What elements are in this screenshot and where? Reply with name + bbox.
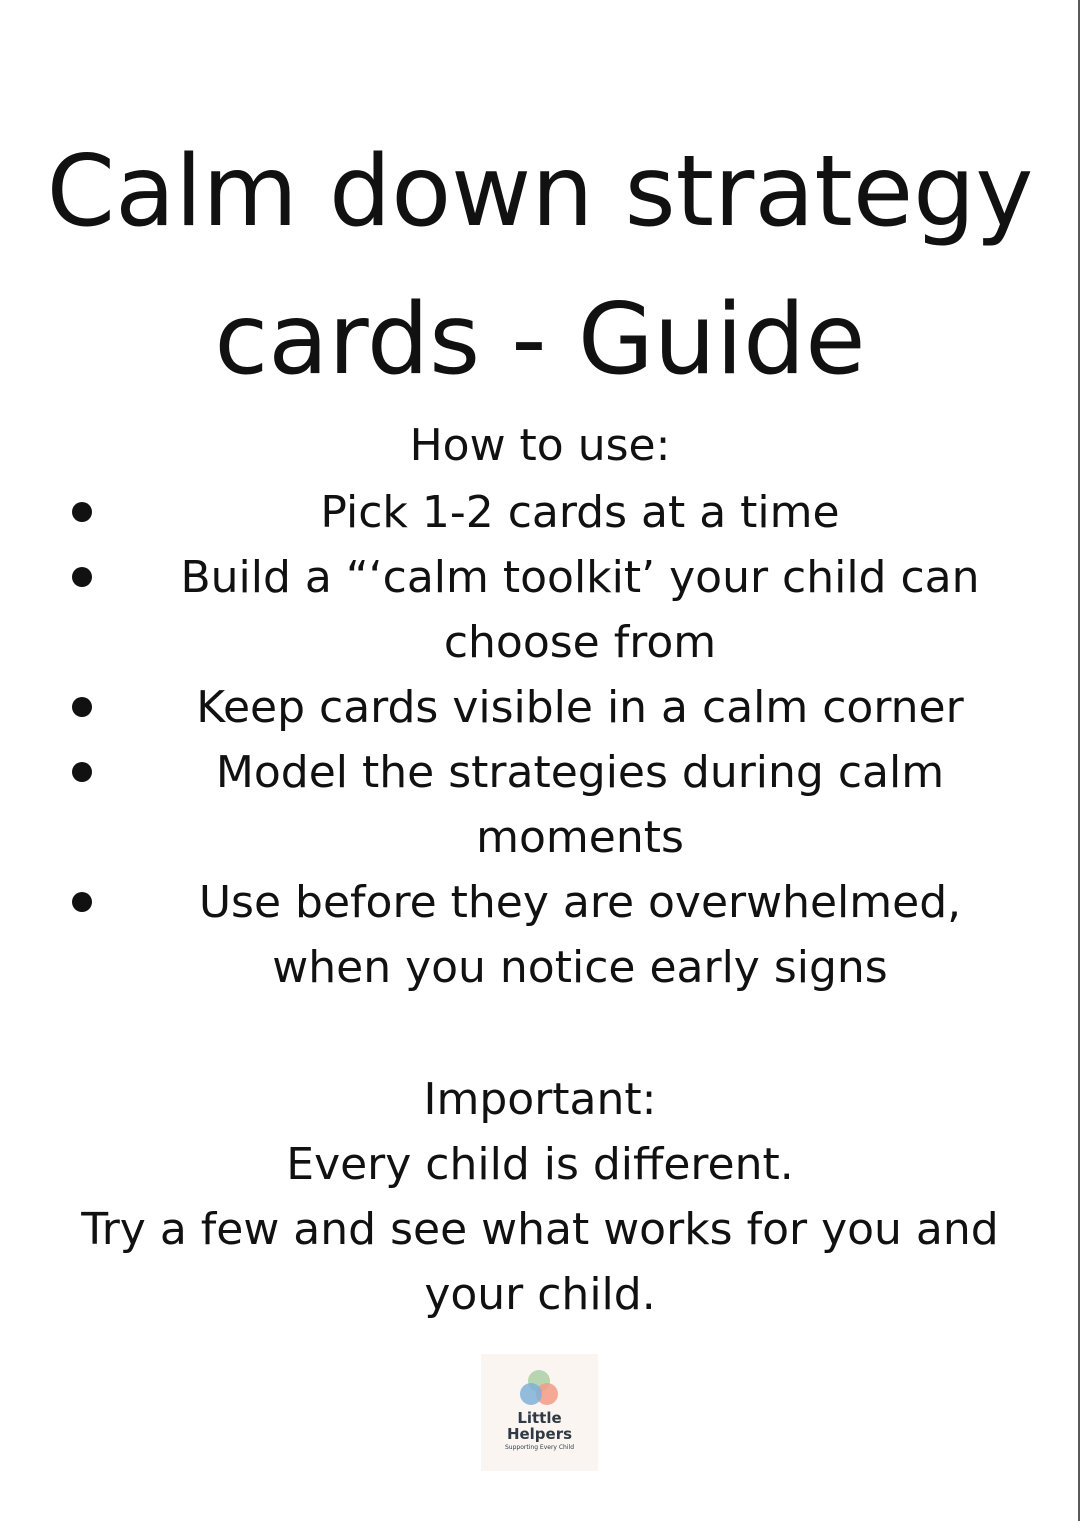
- list-item: [0, 480, 1080, 545]
- logo-name-line-2: Helpers: [506, 1425, 573, 1443]
- list-item-text: Model the strategies during calm: [215, 747, 945, 798]
- list-item-text: Keep cards visible in a calm corner: [196, 682, 964, 733]
- bullet-dot-icon: [72, 502, 92, 522]
- list-item-text: Build a “‘calm toolkit’ your child can: [180, 552, 980, 603]
- list-item-text: Pick 1-2 cards at a time: [320, 487, 840, 538]
- logo-tagline: Supporting Every Child: [505, 1444, 574, 1451]
- logo-circle-blue: [520, 1383, 542, 1405]
- how-to-use-list: [0, 480, 1080, 1000]
- important-text-line: Every child is different.: [286, 1139, 794, 1190]
- important-label: Important:: [423, 1074, 657, 1125]
- list-item: [0, 740, 1080, 870]
- bullet-dot-icon: [72, 892, 92, 912]
- page-title-line-1: Calm down strategy: [46, 135, 1034, 249]
- page-title-line-2: cards - Guide: [214, 283, 866, 397]
- logo-brand-name: [481, 1410, 598, 1442]
- list-item-text: when you notice early signs: [272, 942, 888, 993]
- bullet-dot-icon: [72, 567, 92, 587]
- overlapping-circles-icon: [517, 1368, 561, 1408]
- list-item-text: choose from: [443, 617, 717, 668]
- list-item: [0, 545, 1080, 675]
- list-item-text: moments: [476, 812, 684, 863]
- important-section: [0, 1067, 1080, 1327]
- logo-name-line-1: Little: [517, 1409, 562, 1427]
- list-item-text: Use before they are overwhelmed,: [198, 877, 962, 928]
- list-item: [0, 870, 1080, 1000]
- important-text-line: your child.: [424, 1269, 656, 1320]
- bullet-dot-icon: [72, 762, 92, 782]
- how-to-use-heading: How to use:: [409, 420, 671, 471]
- important-text-line: Try a few and see what works for you and: [81, 1204, 999, 1255]
- little-helpers-logo: [481, 1354, 598, 1471]
- list-item: [0, 675, 1080, 740]
- bullet-dot-icon: [72, 697, 92, 717]
- page-title: [0, 118, 1080, 414]
